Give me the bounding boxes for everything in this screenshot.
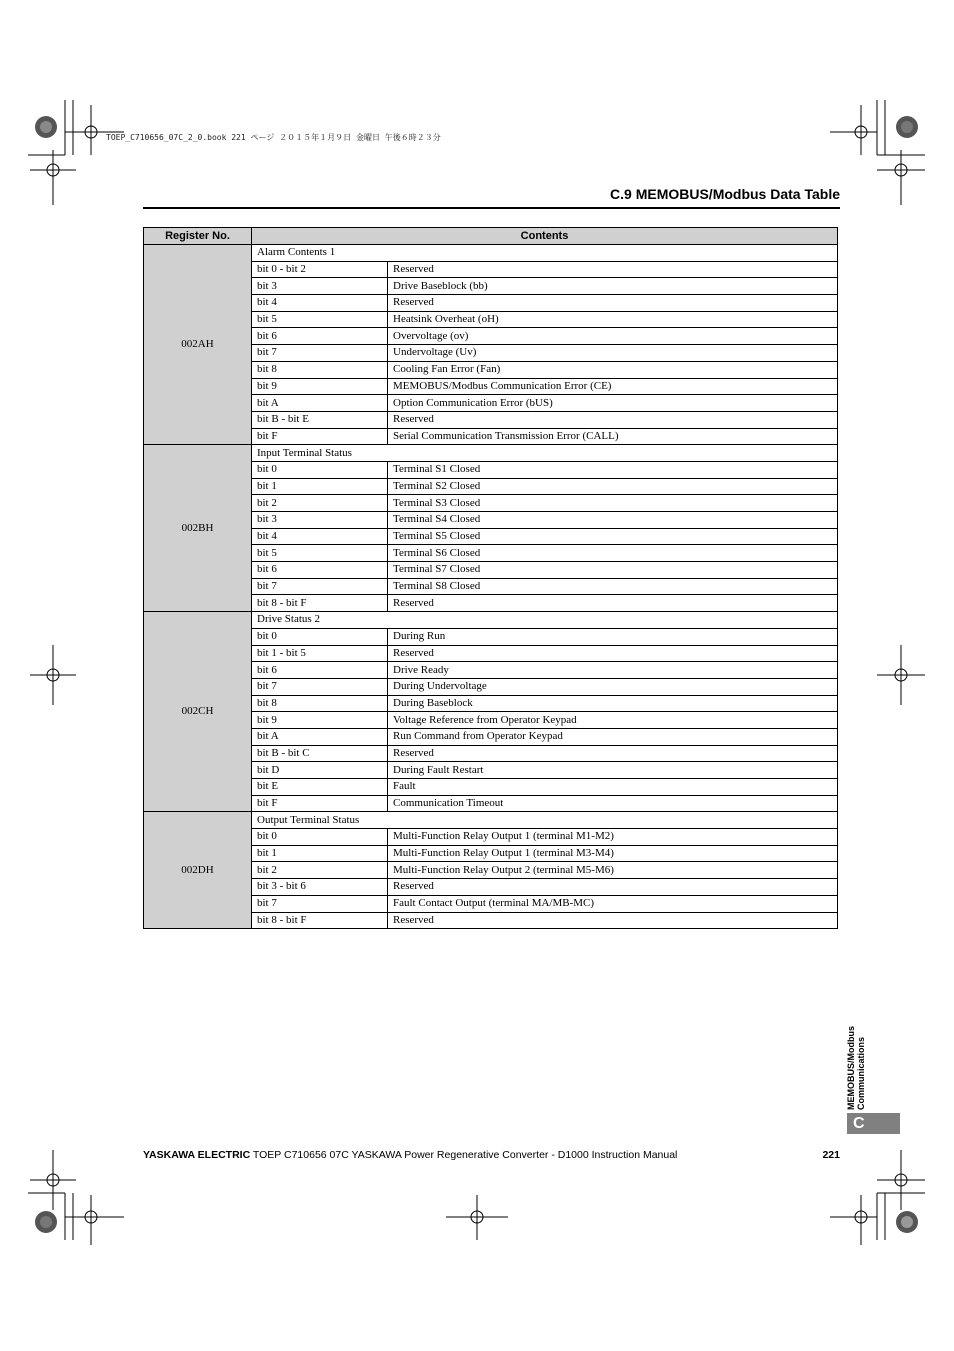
bit-cell: bit 7: [252, 345, 388, 362]
description-cell: During Run: [388, 628, 838, 645]
table-row: [144, 812, 838, 829]
description-cell: Terminal S2 Closed: [388, 478, 838, 495]
description-cell: Drive Ready: [388, 662, 838, 679]
register-cell: 002AH: [144, 245, 252, 445]
bit-cell: bit 7: [252, 895, 388, 912]
table-header-row: [144, 228, 838, 245]
description-cell: Terminal S6 Closed: [388, 545, 838, 562]
header-contents: Contents: [252, 228, 838, 245]
description-cell: Fault Contact Output (terminal MA/MB-MC): [388, 895, 838, 912]
description-cell: Reserved: [388, 912, 838, 929]
description-cell: Multi-Function Relay Output 1 (terminal M1-M2): [388, 829, 838, 846]
bit-cell: bit 9: [252, 378, 388, 395]
bit-cell: bit 5: [252, 311, 388, 328]
bit-cell: bit 0: [252, 628, 388, 645]
description-cell: Undervoltage (Uv): [388, 345, 838, 362]
side-tab-letter: C: [847, 1113, 900, 1134]
bit-cell: bit 3: [252, 278, 388, 295]
bit-cell: bit 1: [252, 845, 388, 862]
description-cell: Terminal S8 Closed: [388, 578, 838, 595]
bit-cell: bit 8: [252, 361, 388, 378]
bit-cell: bit 8: [252, 695, 388, 712]
description-cell: Serial Communication Transmission Error (CALL): [388, 428, 838, 445]
register-cell: 002CH: [144, 612, 252, 812]
description-cell: Multi-Function Relay Output 2 (terminal M5-M6): [388, 862, 838, 879]
bit-cell: bit 3: [252, 512, 388, 529]
page-number: 221: [822, 1149, 840, 1161]
footer: [143, 1149, 840, 1161]
description-cell: Reserved: [388, 411, 838, 428]
description-cell: Reserved: [388, 745, 838, 762]
description-cell: Option Communication Error (bUS): [388, 395, 838, 412]
bit-cell: bit 4: [252, 295, 388, 312]
register-cell: 002DH: [144, 812, 252, 929]
description-cell: Terminal S4 Closed: [388, 512, 838, 529]
footer-text: TOEP C710656 07C YASKAWA Power Regenerative Converter - D1000 Instruction Manual: [250, 1149, 678, 1161]
side-tab-label: MEMOBUS/Modbus Communications: [846, 1026, 866, 1110]
bit-cell: bit 1 - bit 5: [252, 645, 388, 662]
bit-cell: bit F: [252, 428, 388, 445]
bit-cell: bit 8 - bit F: [252, 595, 388, 612]
description-cell: Voltage Reference from Operator Keypad: [388, 712, 838, 729]
description-cell: Reserved: [388, 879, 838, 896]
bit-cell: bit 0 - bit 2: [252, 261, 388, 278]
table-row: [144, 245, 838, 262]
bit-cell: bit A: [252, 728, 388, 745]
table-row: [144, 445, 838, 462]
description-cell: Overvoltage (ov): [388, 328, 838, 345]
description-cell: Heatsink Overheat (oH): [388, 311, 838, 328]
bit-cell: bit B - bit C: [252, 745, 388, 762]
group-title-cell: Drive Status 2: [252, 612, 838, 629]
header-rule: [143, 207, 840, 209]
bit-cell: bit 9: [252, 712, 388, 729]
bit-cell: bit 0: [252, 461, 388, 478]
table-body: [144, 245, 838, 929]
description-cell: Reserved: [388, 295, 838, 312]
register-table: [143, 227, 838, 929]
bit-cell: bit 3 - bit 6: [252, 879, 388, 896]
bit-cell: bit 7: [252, 578, 388, 595]
bit-cell: bit 4: [252, 528, 388, 545]
bit-cell: bit 5: [252, 545, 388, 562]
description-cell: Run Command from Operator Keypad: [388, 728, 838, 745]
bit-cell: bit 6: [252, 328, 388, 345]
description-cell: Communication Timeout: [388, 795, 838, 812]
description-cell: Reserved: [388, 261, 838, 278]
bit-cell: bit E: [252, 779, 388, 796]
group-title-cell: Alarm Contents 1: [252, 245, 838, 262]
group-title-cell: Output Terminal Status: [252, 812, 838, 829]
table-row: [144, 612, 838, 629]
bit-cell: bit F: [252, 795, 388, 812]
bit-cell: bit 6: [252, 562, 388, 579]
description-cell: Reserved: [388, 595, 838, 612]
bit-cell: bit A: [252, 395, 388, 412]
description-cell: Terminal S1 Closed: [388, 461, 838, 478]
description-cell: During Baseblock: [388, 695, 838, 712]
bit-cell: bit B - bit E: [252, 411, 388, 428]
bit-cell: bit 6: [252, 662, 388, 679]
footer-brand: YASKAWA ELECTRIC: [143, 1149, 251, 1161]
print-info: TOEP_C710656_07C_2_0.book 221 ページ ２０１５年１月９日 金曜日 午後６時２３分: [106, 133, 441, 142]
bit-cell: bit D: [252, 762, 388, 779]
description-cell: Terminal S7 Closed: [388, 562, 838, 579]
description-cell: Cooling Fan Error (Fan): [388, 361, 838, 378]
bit-cell: bit 0: [252, 829, 388, 846]
register-cell: 002BH: [144, 445, 252, 612]
bit-cell: bit 7: [252, 678, 388, 695]
bit-cell: bit 8 - bit F: [252, 912, 388, 929]
description-cell: During Fault Restart: [388, 762, 838, 779]
description-cell: During Undervoltage: [388, 678, 838, 695]
header-register: Register No.: [144, 228, 252, 245]
description-cell: Drive Baseblock (bb): [388, 278, 838, 295]
description-cell: Reserved: [388, 645, 838, 662]
bit-cell: bit 2: [252, 862, 388, 879]
bit-cell: bit 2: [252, 495, 388, 512]
description-cell: MEMOBUS/Modbus Communication Error (CE): [388, 378, 838, 395]
section-title: C.9 MEMOBUS/Modbus Data Table: [610, 186, 840, 202]
group-title-cell: Input Terminal Status: [252, 445, 838, 462]
description-cell: Fault: [388, 779, 838, 796]
description-cell: Multi-Function Relay Output 1 (terminal M3-M4): [388, 845, 838, 862]
description-cell: Terminal S3 Closed: [388, 495, 838, 512]
bit-cell: bit 1: [252, 478, 388, 495]
description-cell: Terminal S5 Closed: [388, 528, 838, 545]
